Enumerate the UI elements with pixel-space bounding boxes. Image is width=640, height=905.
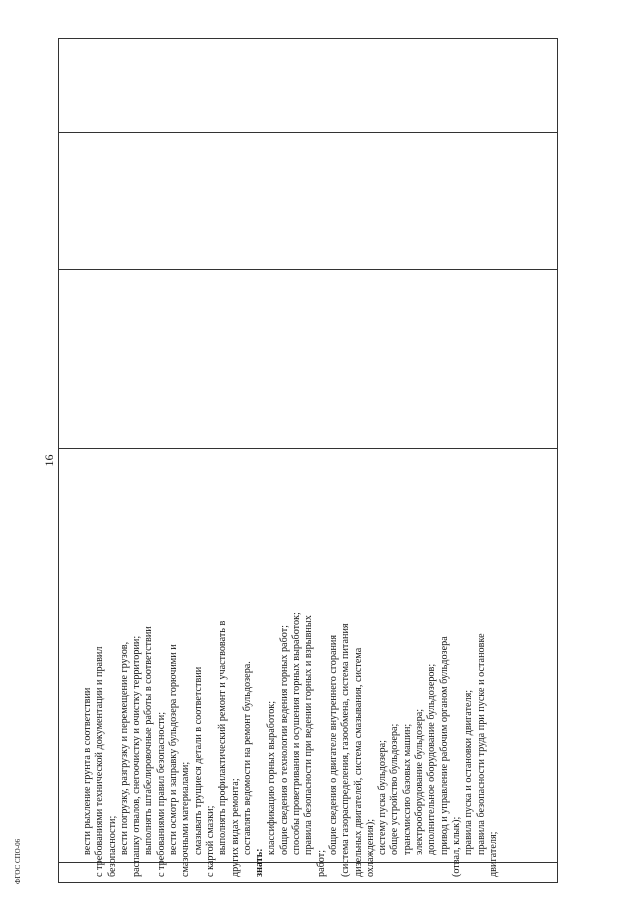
text-line: с картой смазки; [204, 805, 216, 877]
text-line: вести погрузку, разгрузку и перемещение грузов, [118, 641, 130, 855]
text-line: безопасности; [106, 815, 118, 877]
text-line: общие сведения о технологии ведения горных работ; [278, 624, 290, 855]
competency-text-cell [82, 437, 582, 877]
footer-label: ФГОС СПО-06 [14, 838, 22, 884]
table-top-border [58, 38, 59, 883]
text-line: привод и управление рабочим органом бульдозера [438, 636, 450, 855]
text-line: дополнительное оборудование бульдозеров; [426, 663, 438, 855]
text-line: составлять ведомости на ремонт бульдозера. [241, 661, 253, 855]
text-line: выполнять профилактический ремонт и участвовать в [217, 620, 229, 855]
text-line: охлаждения); [364, 818, 376, 877]
text-line: смазывать трущиеся детали в соответствии [192, 666, 204, 855]
table [58, 38, 558, 883]
column-divider-3 [58, 269, 558, 270]
text-line: правила пуска и остановки двигателя; [463, 689, 475, 855]
column-divider-4 [58, 132, 558, 133]
page-number: 16 [42, 454, 56, 467]
table-right-border [58, 38, 558, 39]
text-line: знать: [254, 848, 266, 877]
text-line: двигателя; [487, 831, 499, 877]
text-line: классификацию горных выработок; [266, 700, 278, 855]
text-line: вести осмотр и заправку бульдозера горючими и [168, 644, 180, 855]
text-line: с требованиями правил безопасности; [155, 711, 167, 877]
text-line: работ; [315, 849, 327, 877]
text-line: правила безопасности труда при пуске и остановке [475, 633, 487, 855]
text-line: общие сведения о двигателе внутреннего сгорания [327, 634, 339, 855]
text-line: правила безопасности при ведении горных и взрывных [303, 615, 315, 855]
text-line: систему пуска бульдозера; [377, 740, 389, 855]
rotated-page [38, 38, 558, 883]
text-line: (отвал, клык); [450, 816, 462, 877]
table-left-border [58, 882, 558, 883]
text-line: выполнять штабелировочные работы в соответствии [143, 626, 155, 855]
text-line: распашку отвалов, снегоочистку и очистку территории; [131, 635, 143, 877]
text-line: с требованиями технической документации и правил [94, 646, 106, 877]
text-line: вести рыхление грунта в соответствии [82, 687, 93, 855]
text-line: смазочными материалами; [180, 761, 192, 877]
text-line: способы проветривания и осушения горных выработок; [291, 612, 303, 855]
text-line: других видах ремонта; [229, 778, 241, 877]
text-line: электрооборудование бульдозера; [414, 708, 426, 855]
text-line: трансмиссию базовых машин; [401, 723, 413, 855]
text-line: общее устройство бульдозера; [389, 723, 401, 855]
text-line: дизельных двигателей, система смазывания, система [352, 647, 364, 877]
text-line: (система газораспределения, газообмена, система питания [340, 623, 352, 877]
